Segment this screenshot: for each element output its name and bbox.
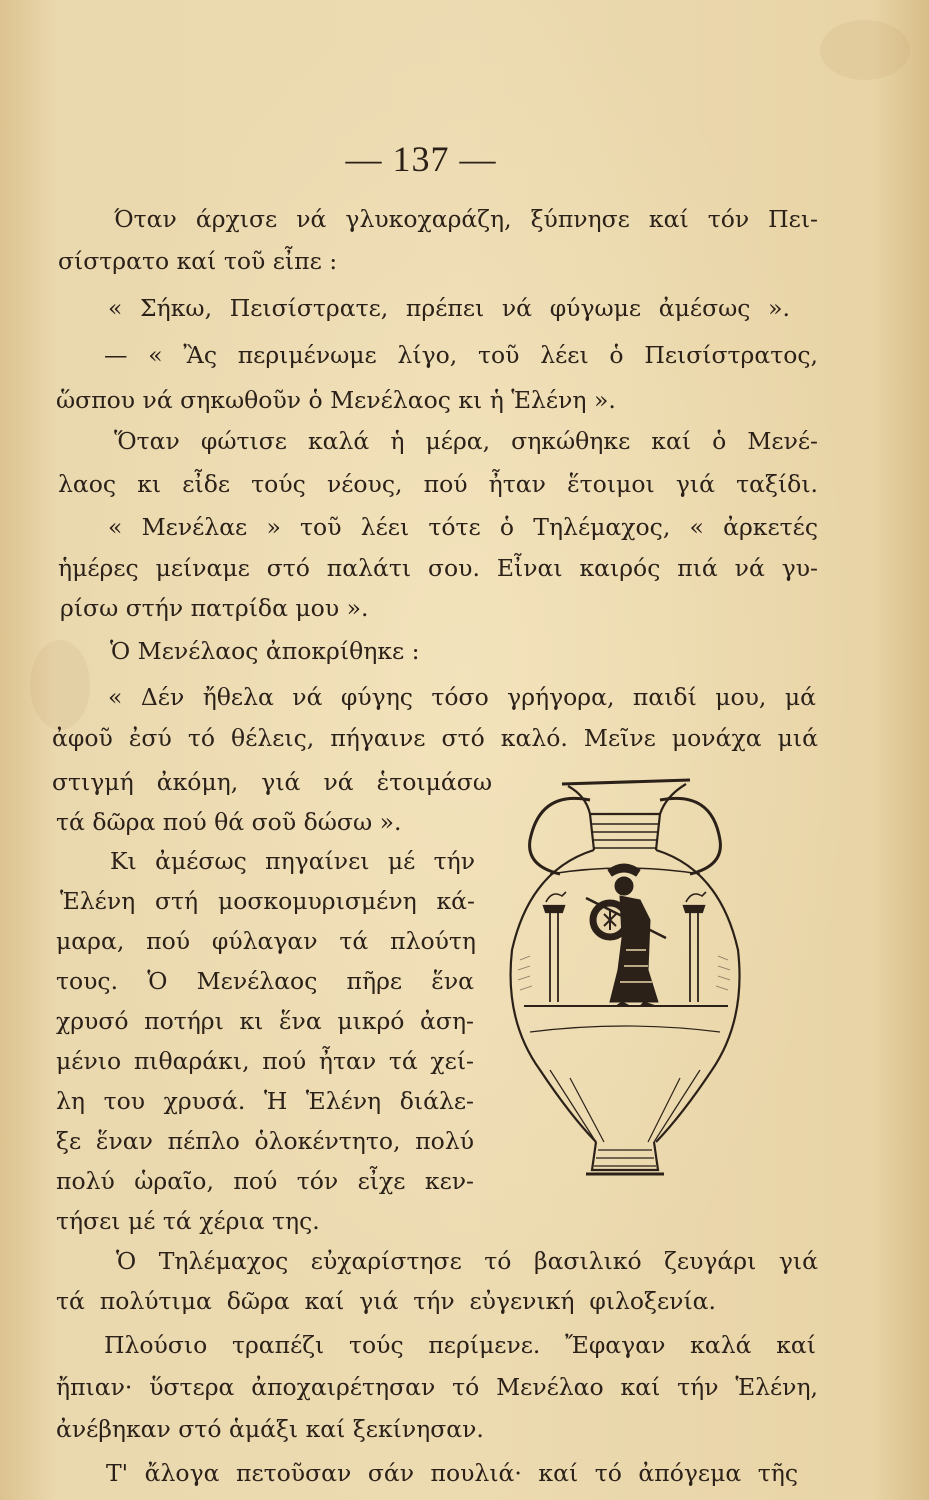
text-line: « Σήκω, Πεισίστρατε, πρέπει νά φύγωμε ἀμέσως ».	[108, 294, 790, 322]
amphora-illustration	[490, 770, 760, 1200]
text-line: λαος κι εἶδε τούς νέους, πού ἦταν ἕτοιμοι γιά ταξίδι.	[58, 470, 818, 498]
text-line: « Δέν ἤθελα νά φύγης τόσο γρήγορα, παιδί μου, μά	[108, 683, 816, 711]
text-line: ἡμέρες μείναμε στό παλάτι σου. Εἶναι καιρός πιά νά γυ-	[58, 554, 818, 582]
text-line: ἤπιαν· ὕστερα ἀποχαιρέτησαν τό Μενέλαο καί τήν Ἑλένη,	[56, 1373, 818, 1401]
paper-stain	[820, 20, 910, 80]
text-line: πολύ ὡραῖο, πού τόν εἶχε κεν-	[56, 1167, 474, 1195]
page-number: — 137 —	[345, 139, 497, 179]
text-line: τά δῶρα πού θά σοῦ δώσω ».	[56, 808, 402, 836]
text-line: χρυσό ποτήρι κι ἕνα μικρό ἀση-	[56, 1007, 474, 1035]
text-line: Τ' ἄλογα πετοῦσαν σάν πουλιά· καί τό ἀπόγεμα τῆς	[106, 1459, 798, 1487]
text-line: — « Ἂς περιμένωμε λίγο, τοῦ λέει ὁ Πεισίστρατος,	[104, 341, 818, 369]
text-line: Πλούσιο τραπέζι τούς περίμενε. Ἔφαγαν καλά καί	[104, 1331, 816, 1359]
text-line: ἀφοῦ ἐσύ τό θέλεις, πήγαινε στό καλό. Μεῖνε μονάχα μιά	[52, 724, 818, 752]
text-line: Κι ἀμέσως πηγαίνει μέ τήν	[110, 847, 475, 875]
text-line: λη του χρυσά. Ἡ Ἑλένη διάλε-	[56, 1087, 474, 1115]
text-line: στιγμή ἀκόμη, γιά νά ἑτοιμάσω	[52, 768, 492, 796]
text-line: ὥσπου νά σηκωθοῦν ὁ Μενέλαος κι ἡ Ἑλένη ».	[56, 386, 616, 414]
text-line: ἀνέβηκαν στό ἁμάξι καί ξεκίνησαν.	[56, 1415, 484, 1443]
text-line: μένιο πιθαράκι, πού ἦταν τά χεί-	[56, 1047, 474, 1075]
text-line: Ὁ Τηλέμαχος εὐχαρίστησε τό βασιλικό ζευγάρι γιά	[116, 1247, 818, 1275]
text-line: τά πολύτιμα δῶρα καί γιά τήν εὐγενική φιλοξενία.	[56, 1287, 716, 1315]
paper-stain	[30, 640, 90, 730]
text-line: ρίσω στήν πατρίδα μου ».	[60, 594, 369, 622]
text-line: Ἑλένη στή μοσκομυρισμένη κά-	[60, 887, 475, 915]
text-line: τήσει μέ τά χέρια της.	[56, 1207, 320, 1235]
text-line: τους. Ὁ Μενέλαος πῆρε ἕνα	[56, 967, 474, 995]
text-line: σίστρατο καί τοῦ εἶπε :	[58, 247, 338, 275]
text-line: μαρα, πού φύλαγαν τά πλούτη	[56, 927, 476, 955]
text-line: Όταν άρχισε νά γλυκοχαράζη, ξύπνησε καί τόν Πει-	[114, 205, 818, 233]
text-line: « Μενέλαε » τοῦ λέει τότε ὁ Τηλέμαχος, « ἀρκετές	[108, 513, 818, 541]
text-line: ξε ἕναν πέπλο ὁλοκέντητο, πολύ	[56, 1127, 474, 1155]
text-line: Ὅταν φώτισε καλά ἡ μέρα, σηκώθηκε καί ὁ Μενέ-	[114, 427, 818, 455]
text-line: Ὁ Μενέλαος ἀποκρίθηκε :	[110, 637, 420, 665]
